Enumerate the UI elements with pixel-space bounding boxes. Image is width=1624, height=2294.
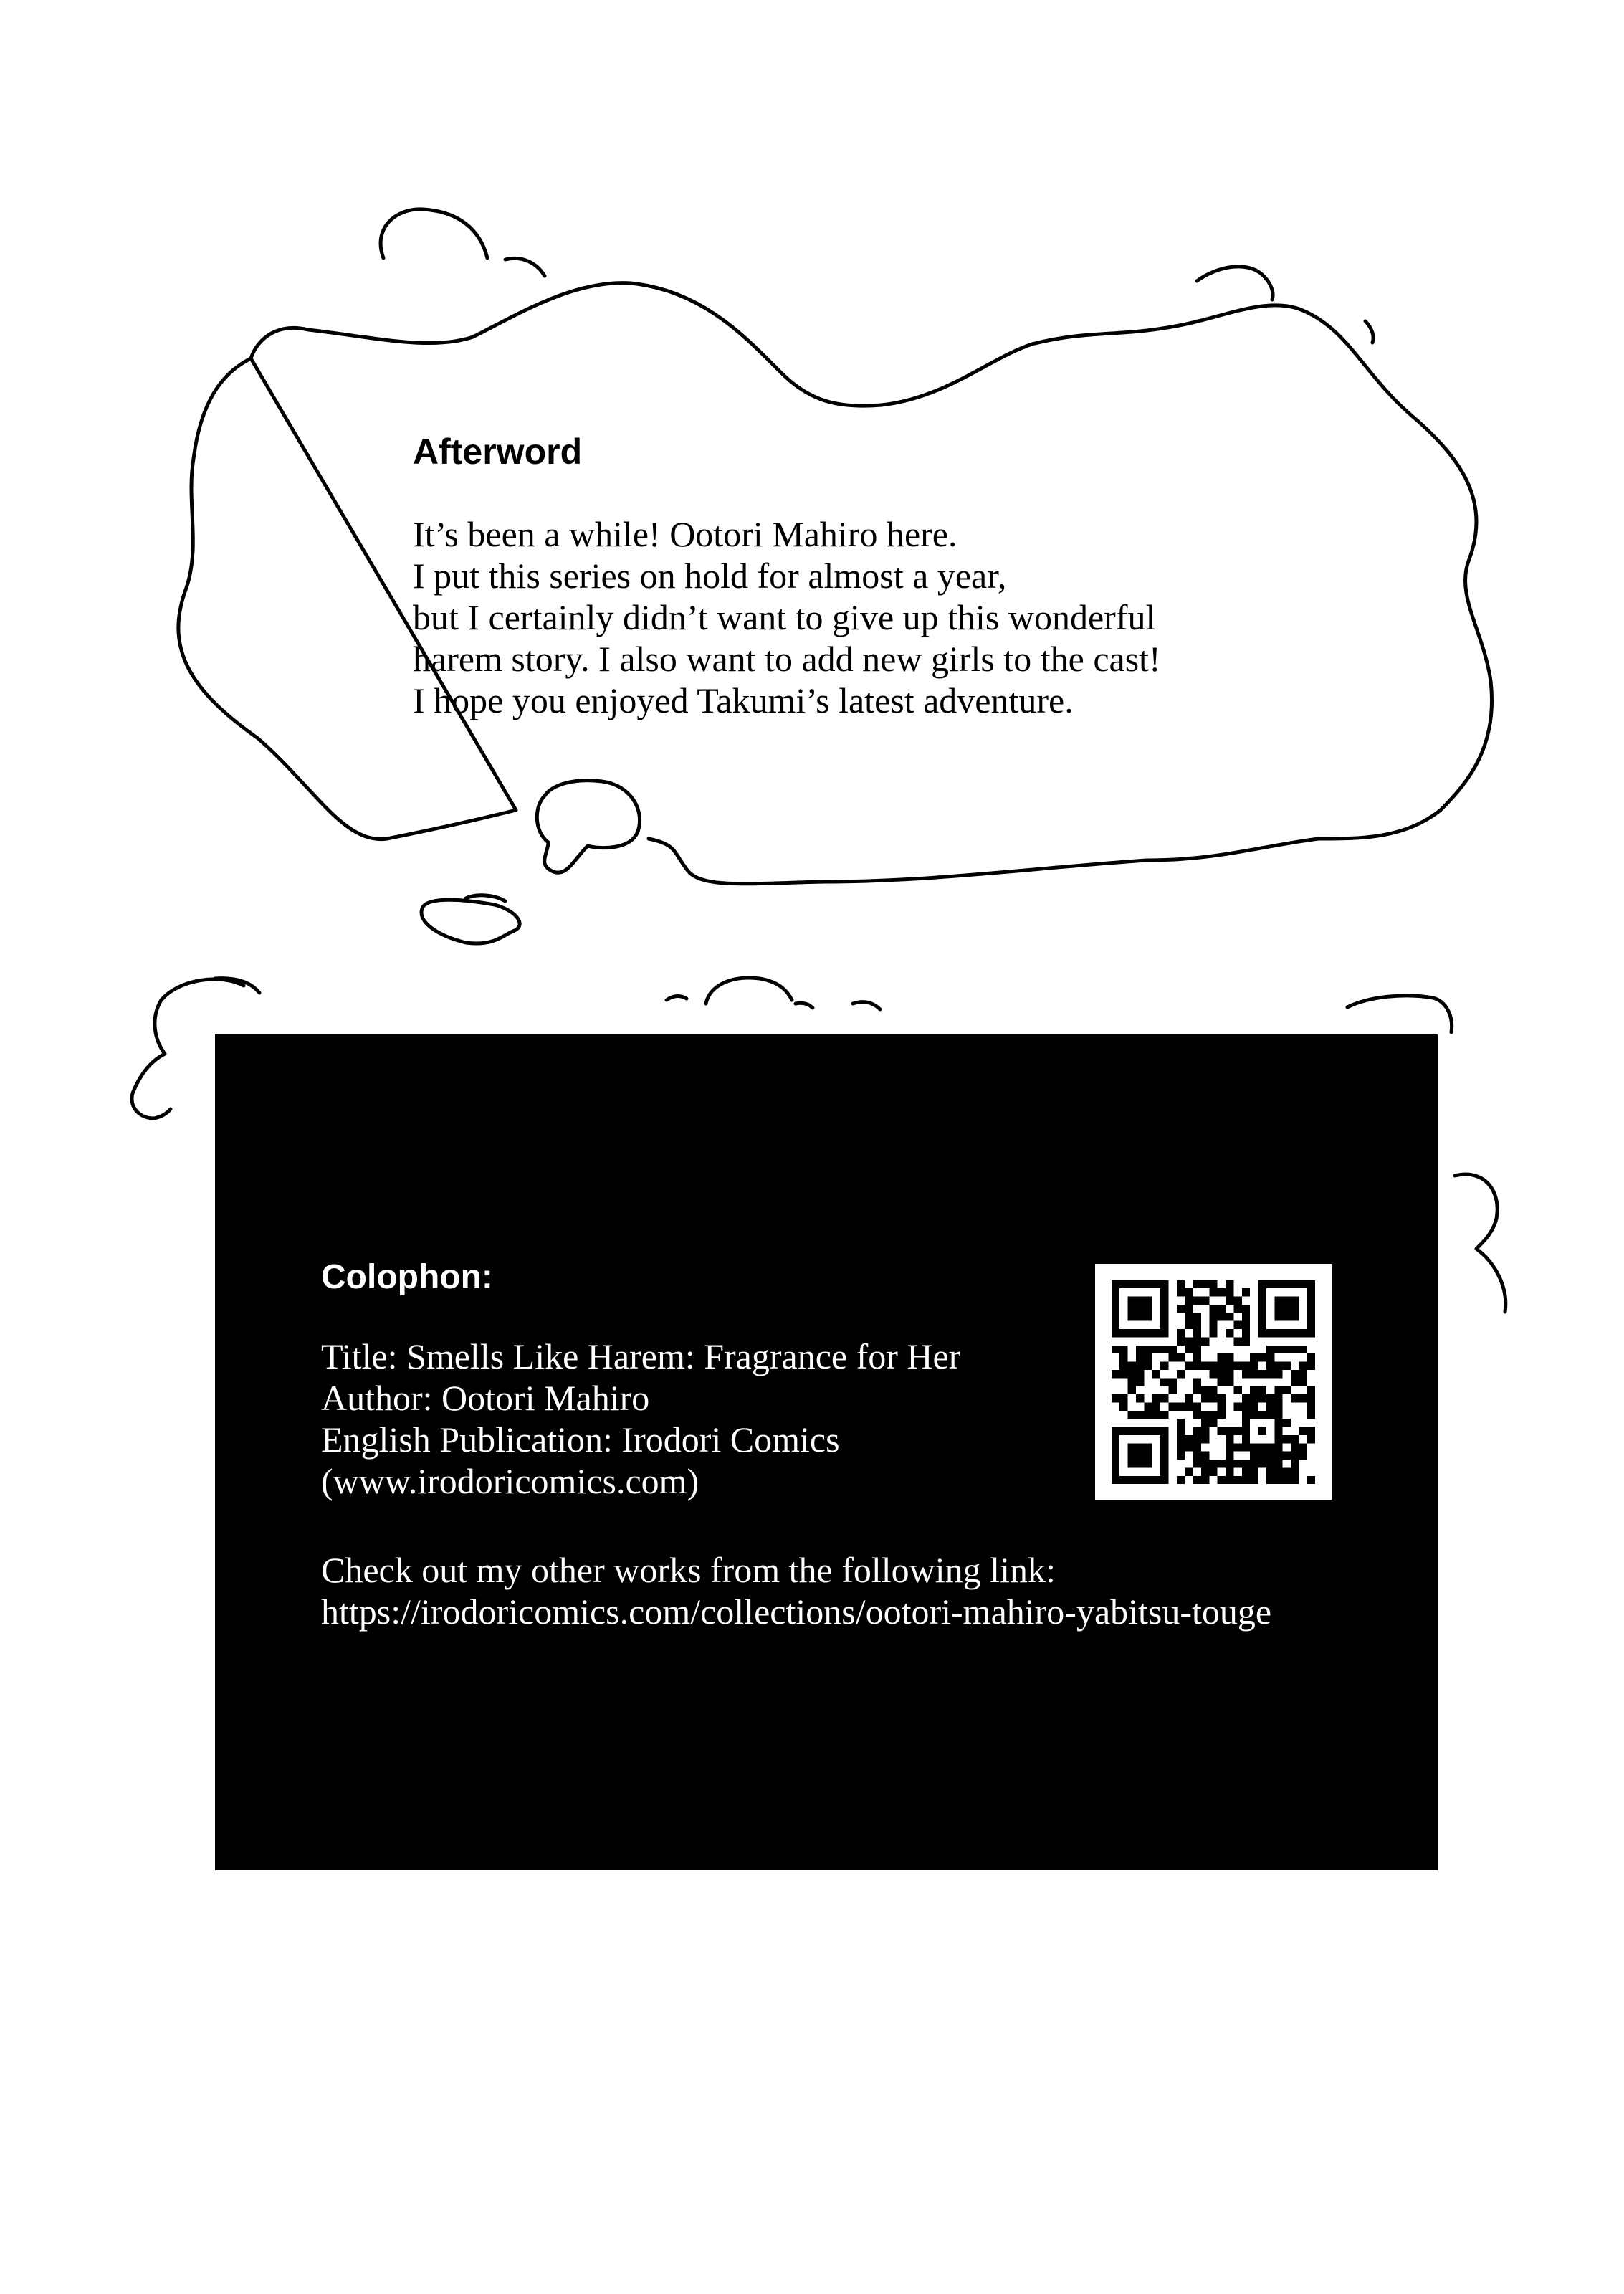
other-works-label: Check out my other works from the following link: [321, 1550, 1056, 1590]
mid-top-wisp-3 [853, 1002, 880, 1009]
right-side-puff [1455, 1174, 1506, 1312]
mid-top-wisp-1 [667, 996, 687, 1000]
afterword-line: but I certainly didn’t want to give up this wonderful [413, 597, 1156, 637]
afterword-heading: Afterword [413, 432, 583, 472]
other-works [321, 1549, 1271, 1632]
colophon-publisher: English Publication: Irodori Comics [321, 1419, 840, 1460]
colophon-panel [215, 1034, 1438, 1870]
afterword-line: I hope you enjoyed Takumi’s latest adventure. [413, 680, 1074, 720]
cloud-small-puff [537, 781, 639, 873]
colophon-author: Author: Ootori Mahiro [321, 1378, 650, 1418]
afterword-section [413, 430, 1416, 721]
colophon-title: Title: Smells Like Harem: Fragrance for Her [321, 1336, 961, 1376]
afterword-line: I put this series on hold for almost a year, [413, 556, 1007, 596]
top-right-puff [1197, 267, 1273, 300]
mid-top-wisp-2 [796, 1003, 813, 1008]
other-works-link[interactable]: https://irodoricomics.com/collections/ootori-mahiro-yabitsu-touge [321, 1591, 1272, 1632]
cloud-trail-blob [421, 900, 520, 943]
afterword-line: It’s been a while! Ootori Mahiro here. [413, 514, 957, 554]
top-right-wisp [1365, 321, 1373, 343]
right-top-puff [1347, 996, 1452, 1032]
afterword-line: harem story. I also want to add new girls to the cast! [413, 639, 1161, 679]
top-left-puff [381, 209, 487, 258]
colophon-website[interactable]: (www.irodoricomics.com) [321, 1461, 699, 1501]
top-left-wisp [505, 258, 545, 276]
mid-top-puff [706, 978, 792, 1004]
qr-code-icon[interactable] [1095, 1264, 1332, 1500]
colophon-info [321, 1336, 960, 1502]
colophon-heading: Colophon: [321, 1258, 493, 1296]
